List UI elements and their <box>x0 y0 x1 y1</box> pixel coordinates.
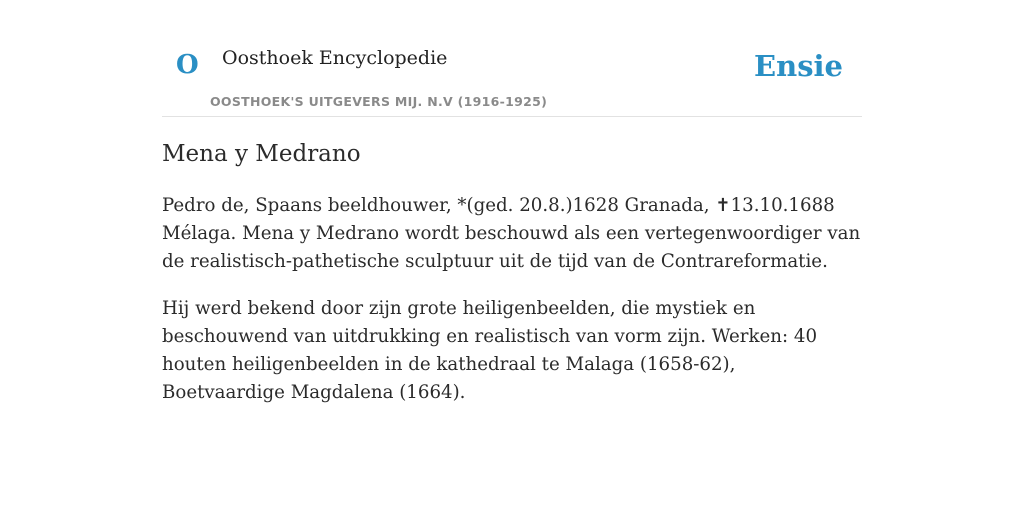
ensie-logo-link[interactable]: Ensie <box>754 49 843 83</box>
oosthoek-logo-link[interactable]: O <box>176 50 199 80</box>
article-body <box>162 192 862 426</box>
publisher-label: OOSTHOEK'S UITGEVERS MIJ. N.V (1916-1925) <box>210 94 548 109</box>
article-paragraph: Pedro de, Spaans beeldhouwer, *(ged. 20.8.)1628 Granada, ✝13.10.1688 Mélaga. Mena y Medrano wordt beschouwd als een vertegenwoordiger van de realistisch-pathetische sculptuur uit de tijd van de Contrareformatie. <box>162 195 861 272</box>
article-title: Mena y Medrano <box>162 141 361 167</box>
page-container <box>162 0 862 403</box>
encyclopedia-title-link[interactable]: Oosthoek Encyclopedie <box>222 47 448 69</box>
article-paragraph: Hij werd bekend door zijn grote heiligenbeelden, die mystiek en beschouwend van uitdrukking en realistisch van vorm zijn. Werken: 40 houten heiligenbeelden in de kathedraal te Malaga (1658-62), Boetvaardige Magdalena (1664). <box>162 298 818 403</box>
encyclopedia-header <box>162 0 862 117</box>
